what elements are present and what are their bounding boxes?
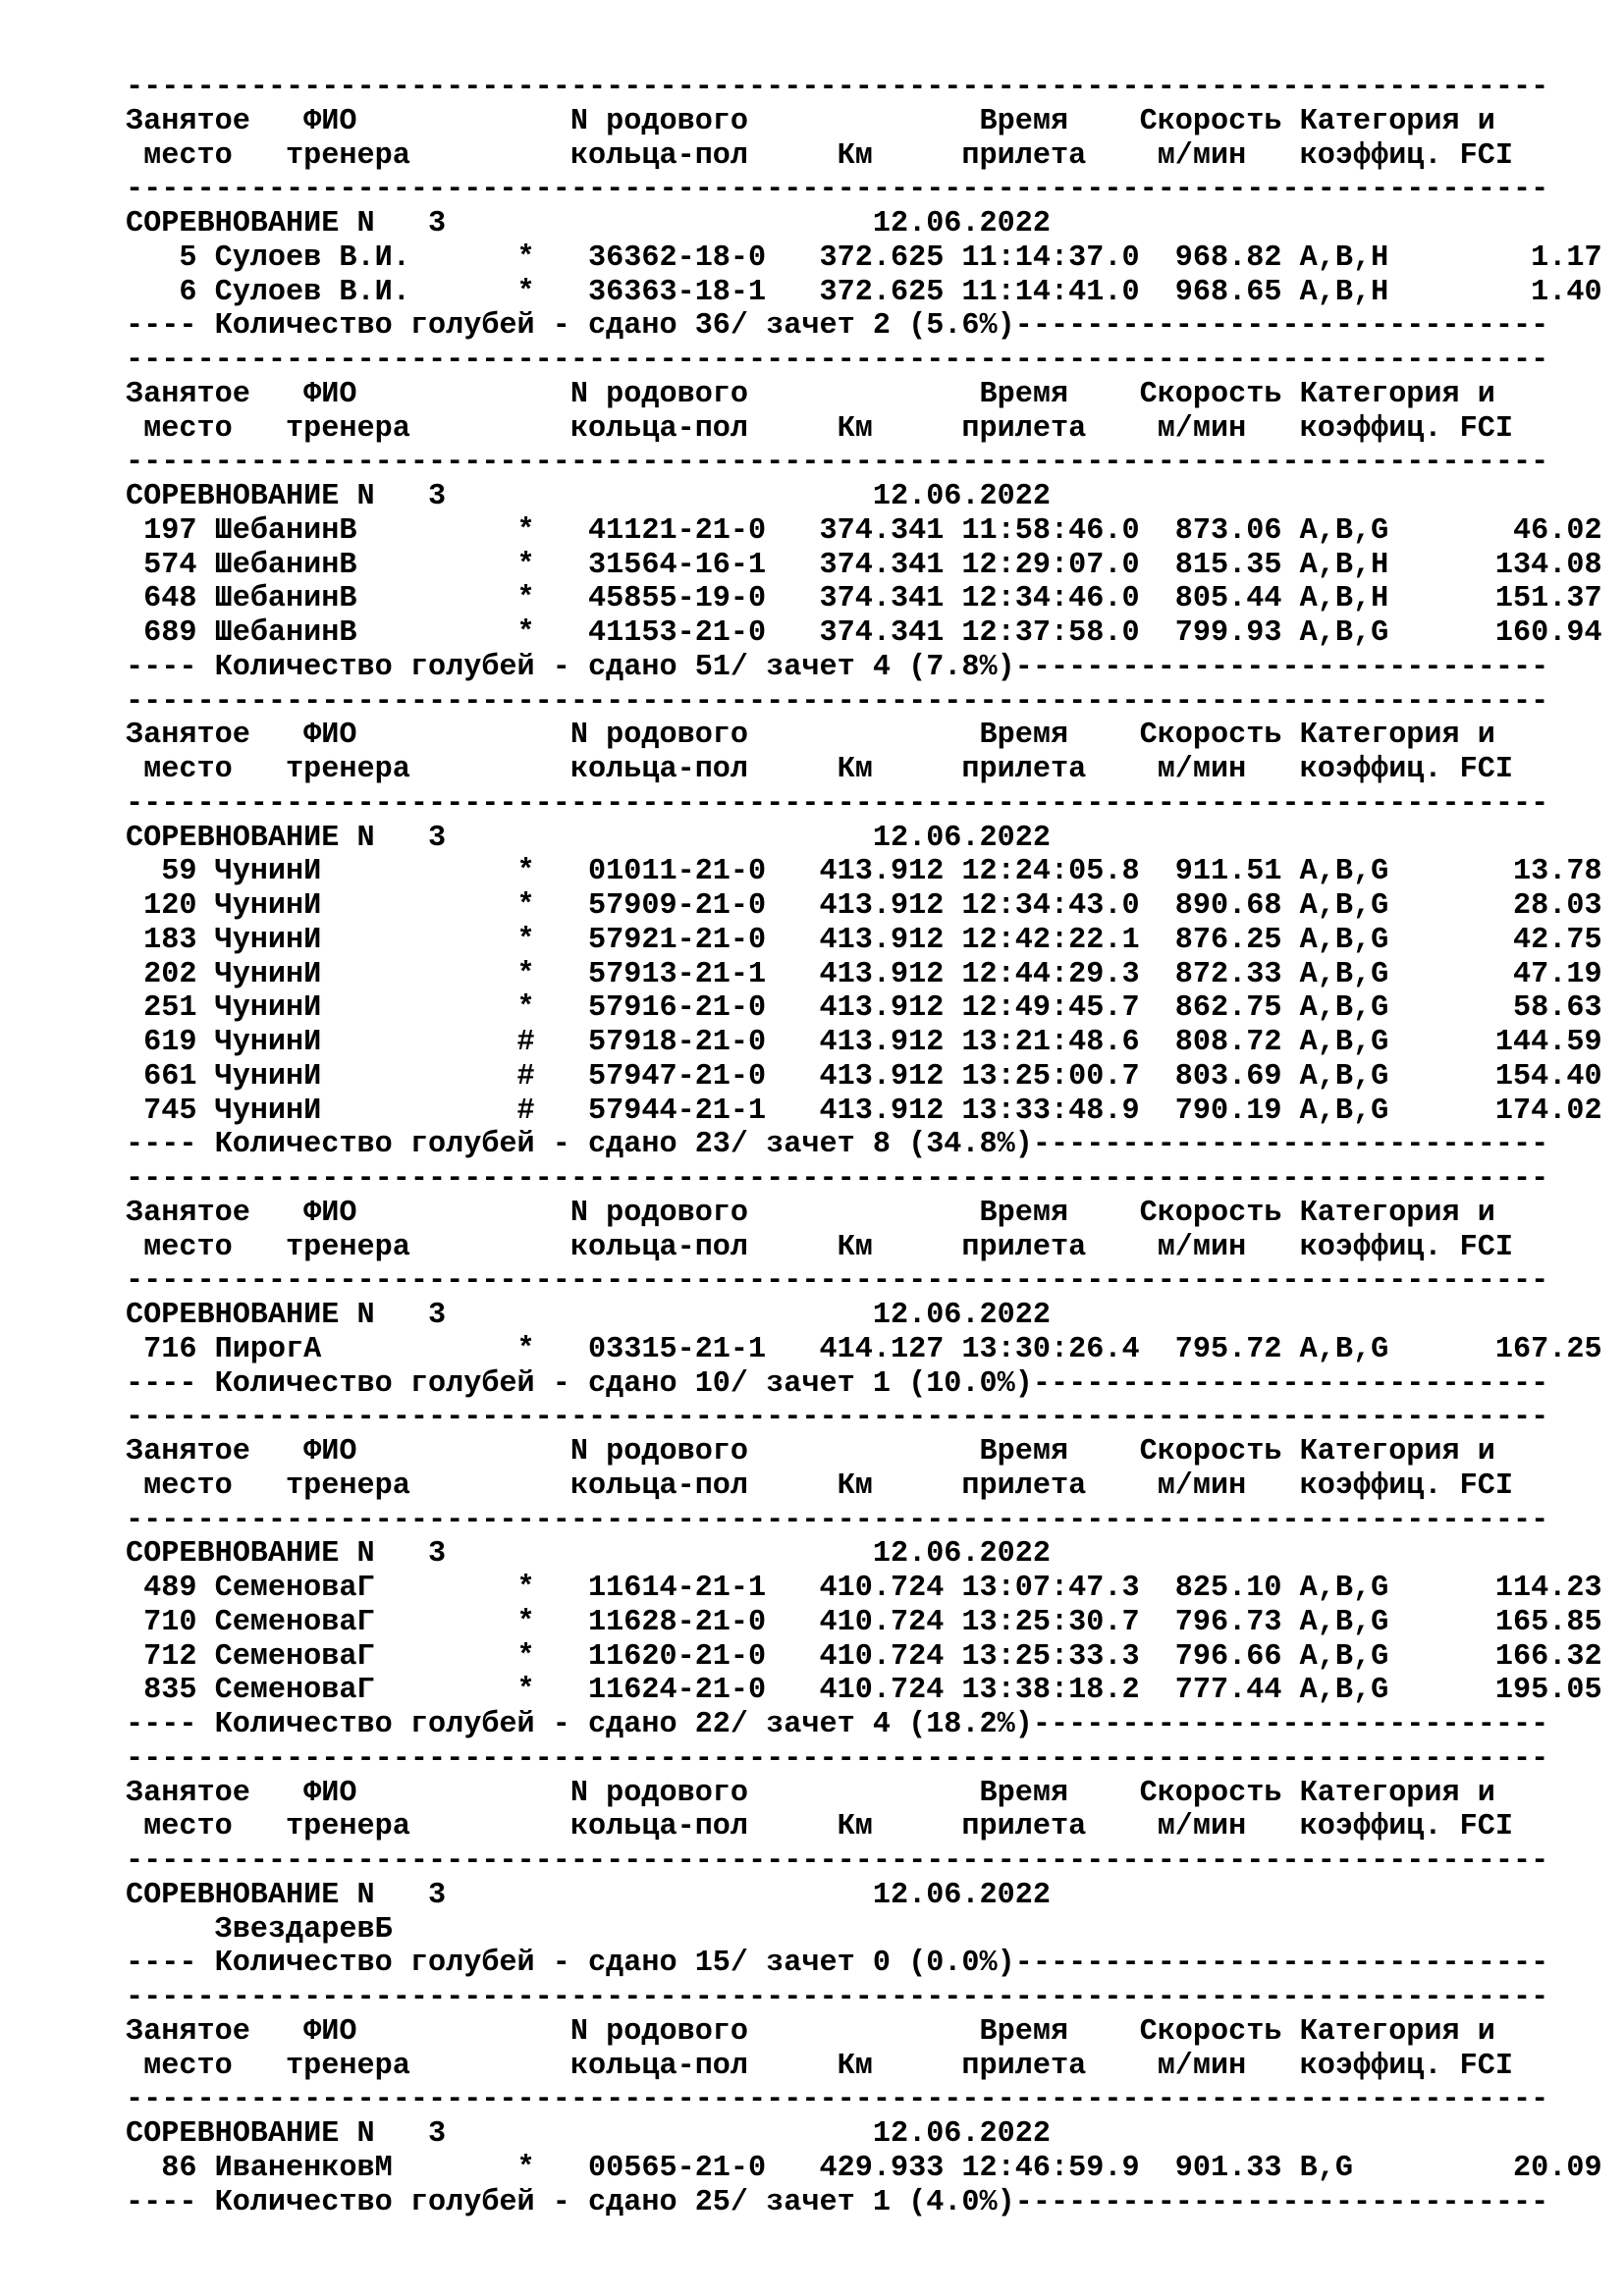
result-row: 202 ЧунинИ * 57913-21-1 413.912 12:44:29.3 872.33 A,B,G 47.19 xyxy=(126,957,1602,991)
result-row: 712 СеменоваГ * 11620-21-0 410.724 13:25:33.3 796.66 A,B,G 166.32 xyxy=(126,1639,1602,1674)
summary-line: ---- Количество голубей - сдано 15/ зачет 0 (0.0%)------------------------------ xyxy=(126,1947,1549,1981)
result-row: 619 ЧунинИ # 57918-21-0 413.912 13:21:48.6 808.72 A,B,G 144.59 xyxy=(126,1026,1602,1059)
summary-line: ---- Количество голубей - сдано 25/ зачет 1 (4.0%)------------------------------ xyxy=(126,2185,1549,2219)
rule-line: -------------------------------------------------------------------------------- xyxy=(126,1162,1549,1196)
rule-line: -------------------------------------------------------------------------------- xyxy=(126,71,1549,104)
competition-line: СОРЕВНОВАНИЕ N 3 12.06.2022 xyxy=(126,1878,1052,1912)
competition-line: СОРЕВНОВАНИЕ N 3 12.06.2022 xyxy=(126,2117,1052,2151)
result-row: 86 ИваненковМ * 00565-21-0 429.933 12:46:59.9 901.33 B,G 20.09 xyxy=(126,2151,1602,2185)
result-row: ЗвездаревБ xyxy=(126,1912,393,1947)
result-row: 689 ШебанинВ * 41153-21-0 374.341 12:37:58.0 799.93 A,B,G 160.94 xyxy=(126,616,1602,650)
result-row: 574 ШебанинВ * 31564-16-1 374.341 12:29:07.0 815.35 A,B,H 134.08 xyxy=(126,548,1602,582)
competition-line: СОРЕВНОВАНИЕ N 3 12.06.2022 xyxy=(126,1299,1052,1332)
rule-line: -------------------------------------------------------------------------------- xyxy=(126,1264,1549,1299)
rule-line: -------------------------------------------------------------------------------- xyxy=(126,446,1549,480)
result-row: 716 ПирогА * 03315-21-1 414.127 13:30:26.4 795.72 A,B,G 167.25 xyxy=(126,1332,1602,1366)
rule-line: -------------------------------------------------------------------------------- xyxy=(126,1401,1549,1435)
rule-line: -------------------------------------------------------------------------------- xyxy=(126,173,1549,207)
column-header-row-1: Занятое ФИО N родового Время Скорость Категория и xyxy=(126,719,1495,753)
column-header-row-2: место тренера кольца-пол Км прилета м/мин коэффиц. FCI xyxy=(126,411,1514,446)
rule-line: -------------------------------------------------------------------------------- xyxy=(126,1741,1549,1776)
rule-line: -------------------------------------------------------------------------------- xyxy=(126,1503,1549,1537)
result-row: 59 ЧунинИ * 01011-21-0 413.912 12:24:05.8 911.51 A,B,G 13.78 xyxy=(126,855,1602,889)
competition-line: СОРЕВНОВАНИЕ N 3 12.06.2022 xyxy=(126,207,1052,240)
rule-line: -------------------------------------------------------------------------------- xyxy=(126,2083,1549,2117)
column-header-row-1: Занятое ФИО N родового Время Скорость Категория и xyxy=(126,1435,1495,1468)
column-header-row-2: место тренера кольца-пол Км прилета м/мин коэффиц. FCI xyxy=(126,1230,1514,1264)
column-header-row-1: Занятое ФИО N родового Время Скорость Категория и xyxy=(126,1776,1495,1810)
summary-line: ---- Количество голубей - сдано 23/ зачет 8 (34.8%)----------------------------- xyxy=(126,1128,1549,1162)
result-row: 648 ШебанинВ * 45855-19-0 374.341 12:34:46.0 805.44 A,B,H 151.37 xyxy=(126,582,1602,616)
result-row: 120 ЧунинИ * 57909-21-0 413.912 12:34:43.0 890.68 A,B,G 28.03 xyxy=(126,889,1602,923)
rule-line: -------------------------------------------------------------------------------- xyxy=(126,786,1549,821)
competition-line: СОРЕВНОВАНИЕ N 3 12.06.2022 xyxy=(126,480,1052,513)
result-row: 183 ЧунинИ * 57921-21-0 413.912 12:42:22.1 876.25 A,B,G 42.75 xyxy=(126,923,1602,957)
competition-line: СОРЕВНОВАНИЕ N 3 12.06.2022 xyxy=(126,1537,1052,1572)
results-document xyxy=(126,71,1602,2219)
column-header-row-2: место тренера кольца-пол Км прилета м/мин коэффиц. FCI xyxy=(126,1468,1514,1503)
result-row: 6 Сулоев В.И. * 36363-18-1 372.625 11:14:41.0 968.65 A,B,H 1.40 xyxy=(126,275,1602,309)
column-header-row-1: Занятое ФИО N родового Время Скорость Категория и xyxy=(126,377,1495,411)
column-header-row-2: место тренера кольца-пол Км прилета м/мин коэффиц. FCI xyxy=(126,2049,1514,2083)
rule-line: -------------------------------------------------------------------------------- xyxy=(126,684,1549,719)
column-header-row-1: Занятое ФИО N родового Время Скорость Категория и xyxy=(126,1196,1495,1230)
summary-line: ---- Количество голубей - сдано 51/ зачет 4 (7.8%)------------------------------ xyxy=(126,650,1549,684)
column-header-row-2: место тренера кольца-пол Км прилета м/мин коэффиц. FCI xyxy=(126,1810,1514,1844)
summary-line: ---- Количество голубей - сдано 22/ зачет 4 (18.2%)----------------------------- xyxy=(126,1708,1549,1741)
rule-line: -------------------------------------------------------------------------------- xyxy=(126,1844,1549,1878)
rule-line: -------------------------------------------------------------------------------- xyxy=(126,1981,1549,2014)
rule-line: -------------------------------------------------------------------------------- xyxy=(126,344,1549,377)
summary-line: ---- Количество голубей - сдано 10/ зачет 1 (10.0%)----------------------------- xyxy=(126,1366,1549,1401)
result-row: 745 ЧунинИ # 57944-21-1 413.912 13:33:48.9 790.19 A,B,G 174.02 xyxy=(126,1094,1602,1128)
result-row: 5 Сулоев В.И. * 36362-18-0 372.625 11:14:37.0 968.82 A,B,H 1.17 xyxy=(126,240,1602,275)
result-row: 661 ЧунинИ # 57947-21-0 413.912 13:25:00.7 803.69 A,B,G 154.40 xyxy=(126,1059,1602,1094)
result-row: 489 СеменоваГ * 11614-21-1 410.724 13:07:47.3 825.10 A,B,G 114.23 xyxy=(126,1572,1602,1605)
result-row: 710 СеменоваГ * 11628-21-0 410.724 13:25:30.7 796.73 A,B,G 165.85 xyxy=(126,1605,1602,1639)
result-row: 835 СеменоваГ * 11624-21-0 410.724 13:38:18.2 777.44 A,B,G 195.05 xyxy=(126,1674,1602,1708)
result-row: 197 ШебанинВ * 41121-21-0 374.341 11:58:46.0 873.06 A,B,G 46.02 xyxy=(126,513,1602,548)
summary-line: ---- Количество голубей - сдано 36/ зачет 2 (5.6%)------------------------------ xyxy=(126,309,1549,344)
column-header-row-2: место тренера кольца-пол Км прилета м/мин коэффиц. FCI xyxy=(126,138,1514,173)
result-row: 251 ЧунинИ * 57916-21-0 413.912 12:49:45.7 862.75 A,B,G 58.63 xyxy=(126,991,1602,1026)
column-header-row-1: Занятое ФИО N родового Время Скорость Категория и xyxy=(126,2014,1495,2049)
column-header-row-2: место тренера кольца-пол Км прилета м/мин коэффиц. FCI xyxy=(126,753,1514,786)
competition-line: СОРЕВНОВАНИЕ N 3 12.06.2022 xyxy=(126,821,1052,855)
column-header-row-1: Занятое ФИО N родового Время Скорость Категория и xyxy=(126,104,1495,138)
